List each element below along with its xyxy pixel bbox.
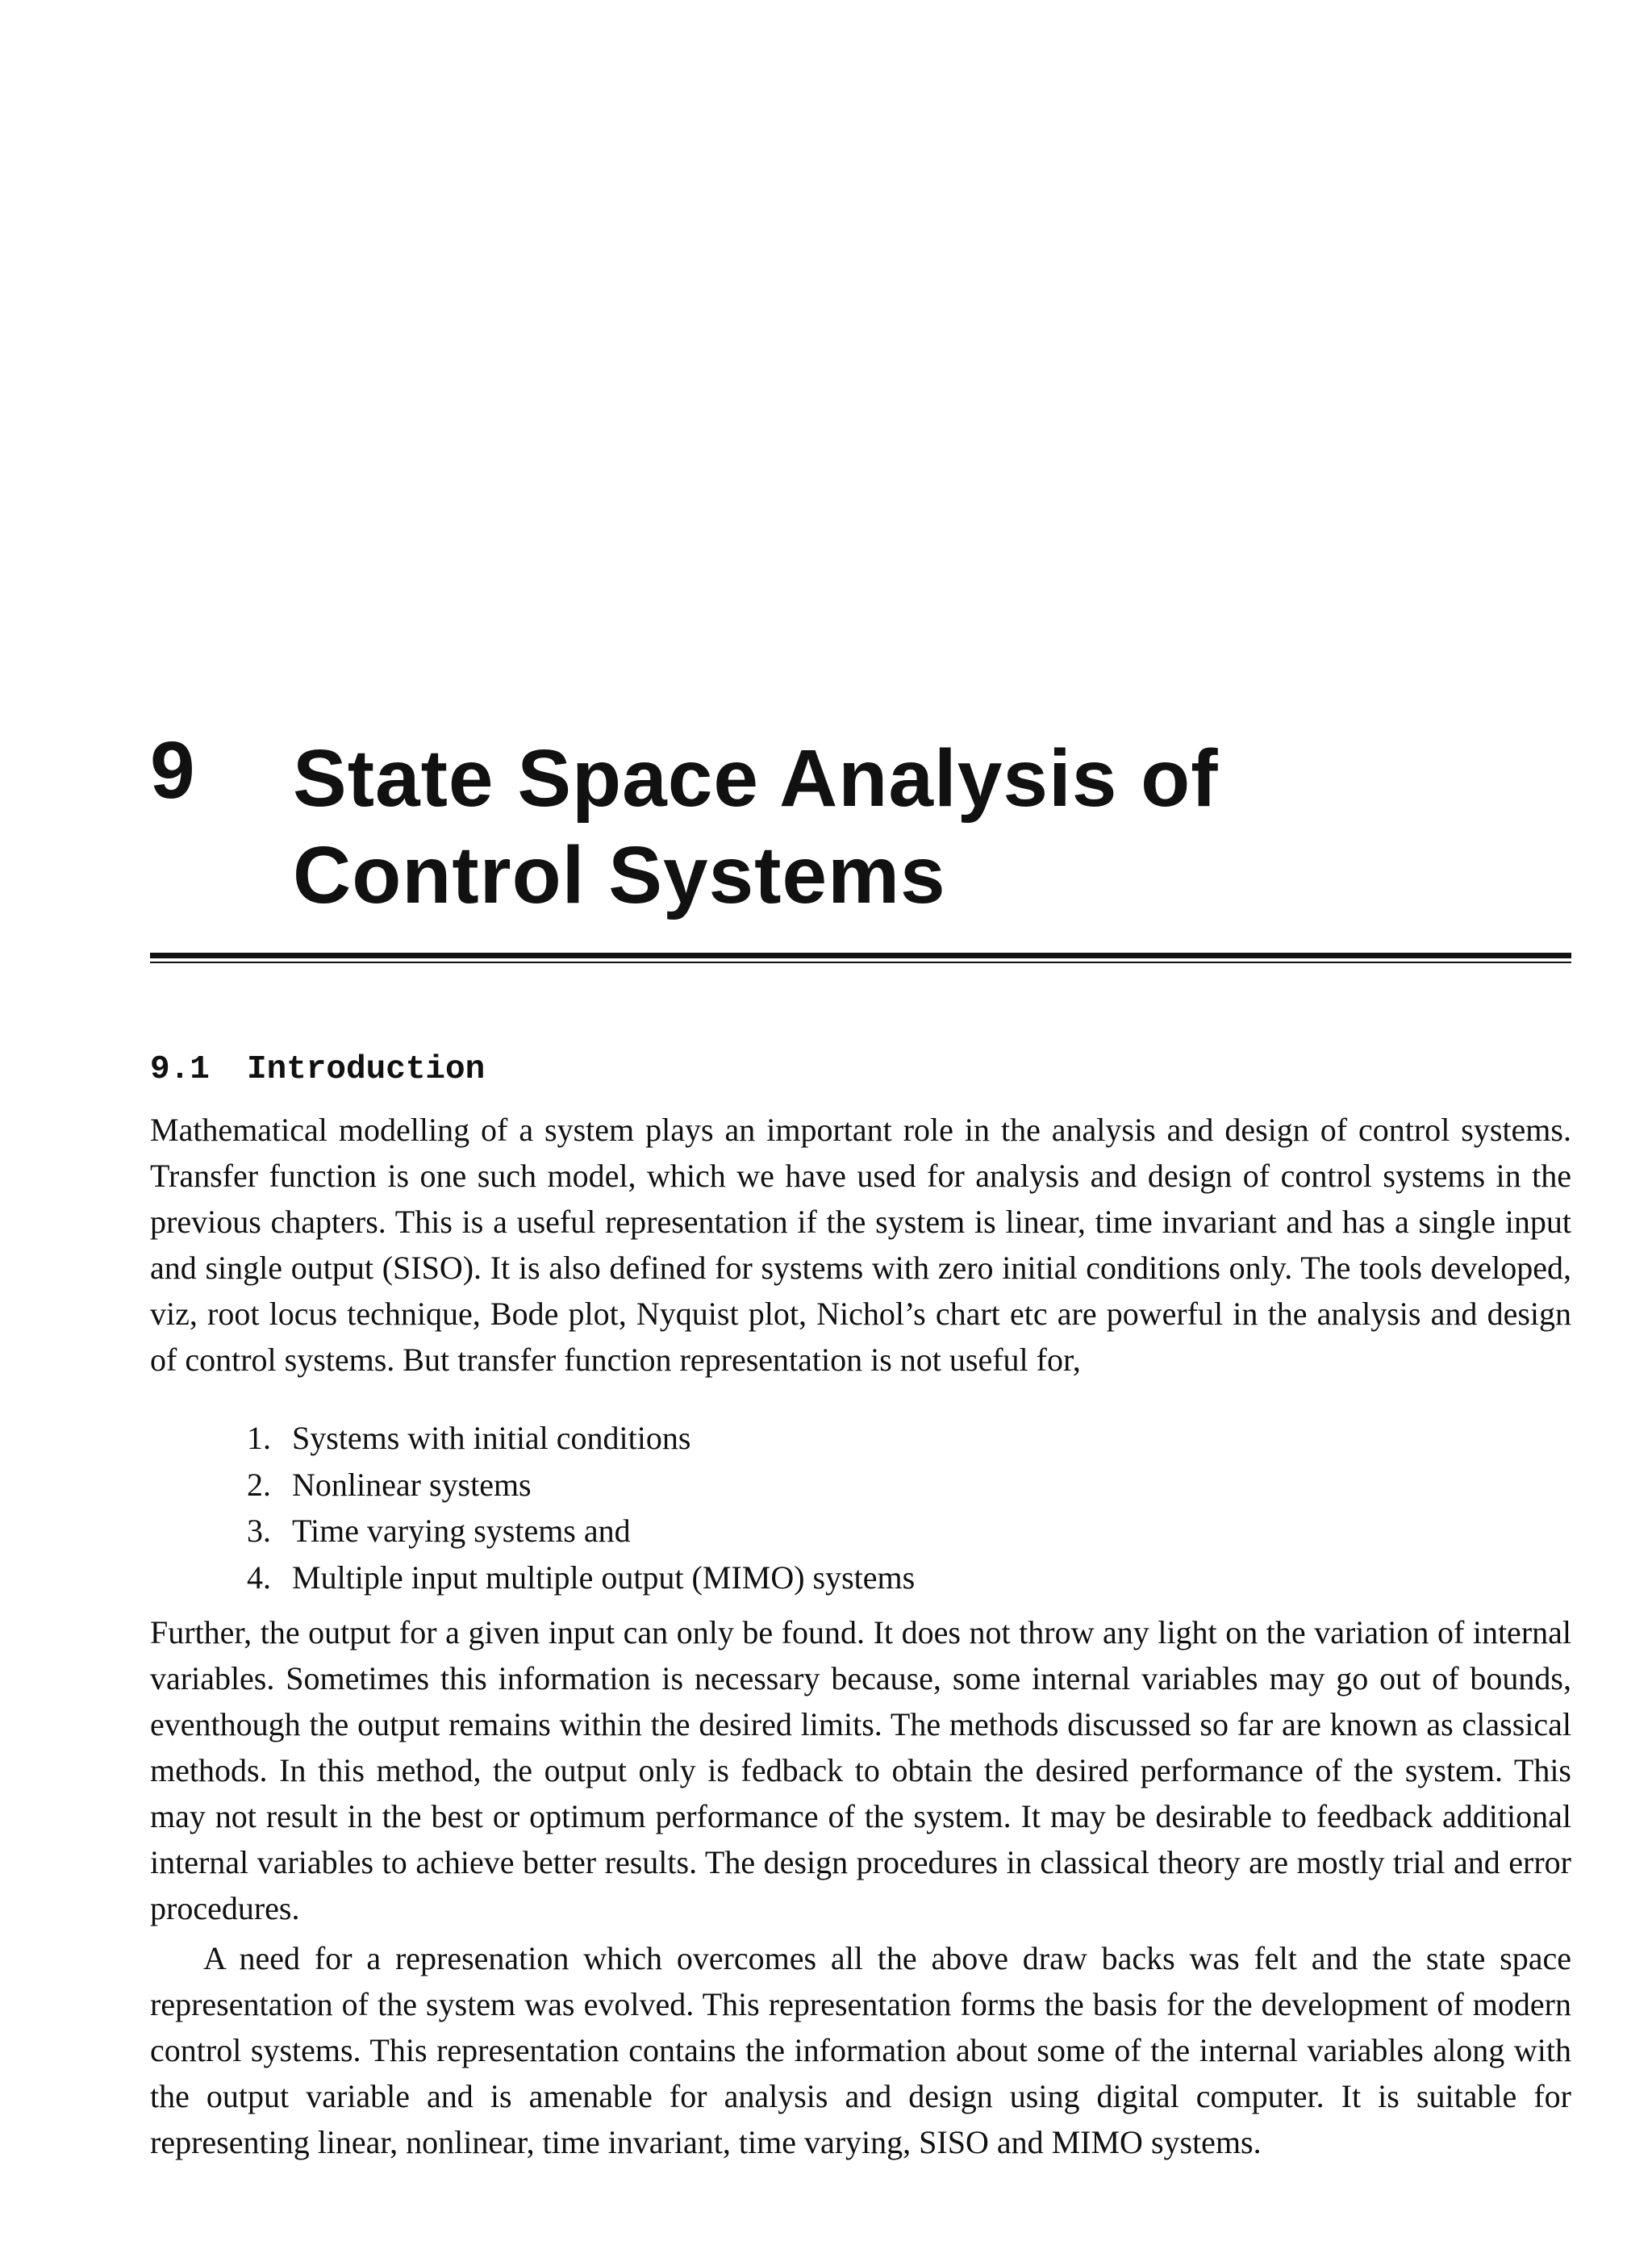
list-item-number: 1.: [247, 1420, 271, 1456]
state-space-paragraph: A need for a represenation which overcomes all the above draw backs was felt and the state space representation of the system was evolved. This representation forms the basis for the development of modern control systems. This representation contains the information about some of the internal variables along with the output variable and is amenable for analysis and design using digital computer. It is suitable for representing linear, nonlinear, time invariant, time varying, SISO and MIMO systems.: [150, 1940, 1571, 2160]
thick-rule-divider: [150, 953, 1571, 958]
limitations-list: [247, 1415, 915, 1600]
section-heading: [150, 1050, 485, 1090]
list-item-text: Nonlinear systems: [292, 1466, 532, 1503]
further-paragraph: Further, the output for a given input can only be found. It does not throw any light on the variation of internal variables. Sometimes this information is necessary because, some internal variables may go out of bounds, eventhough the output remains within the desired limits. The methods discussed so far are known as classical methods. In this method, the output only is fedback to obtain the desired performance of the system. This may not result in the best or optimum performance of the system. It may be desirable to feedback additional internal variables to achieve better results. The design procedures in classical theory are mostly trial and error procedures.: [150, 1614, 1571, 1926]
thin-rule-divider: [150, 962, 1571, 963]
list-item: [247, 1508, 915, 1554]
intro-paragraph: Mathematical modelling of a system plays an important role in the analysis and design of control systems. Transfer function is one such model, which we have used for analysis and design of control systems in the previous chapters. This is a useful representation if the system is linear, time invariant and has a single input and single output (SISO). It is also defined for systems with zero initial conditions only. The tools developed, viz, root locus technique, Bode plot, Nyquist plot, Nichol’s chart etc are powerful in the analysis and design of control systems. But transfer function representation is not useful for,: [150, 1112, 1571, 1378]
list-item-number: 3.: [247, 1513, 271, 1549]
section-number: 9.1: [150, 1051, 210, 1088]
chapter-title-line-1: State Space Analysis of: [293, 733, 1219, 824]
list-item-text: Time varying systems and: [292, 1513, 631, 1549]
list-item: [247, 1415, 915, 1462]
chapter-title-line-2: Control Systems: [293, 830, 946, 920]
chapter-title: [293, 730, 1219, 924]
list-item-text: Multiple input multiple output (MIMO) systems: [292, 1559, 916, 1596]
list-item: [247, 1462, 915, 1509]
list-item-number: 4.: [247, 1559, 271, 1596]
section-title: Introduction: [247, 1051, 486, 1088]
list-item: [247, 1554, 915, 1601]
list-item-number: 2.: [247, 1466, 271, 1503]
chapter-title-rule: [150, 953, 1571, 963]
list-item-text: Systems with initial conditions: [292, 1420, 691, 1456]
chapter-number: 9: [150, 725, 195, 816]
